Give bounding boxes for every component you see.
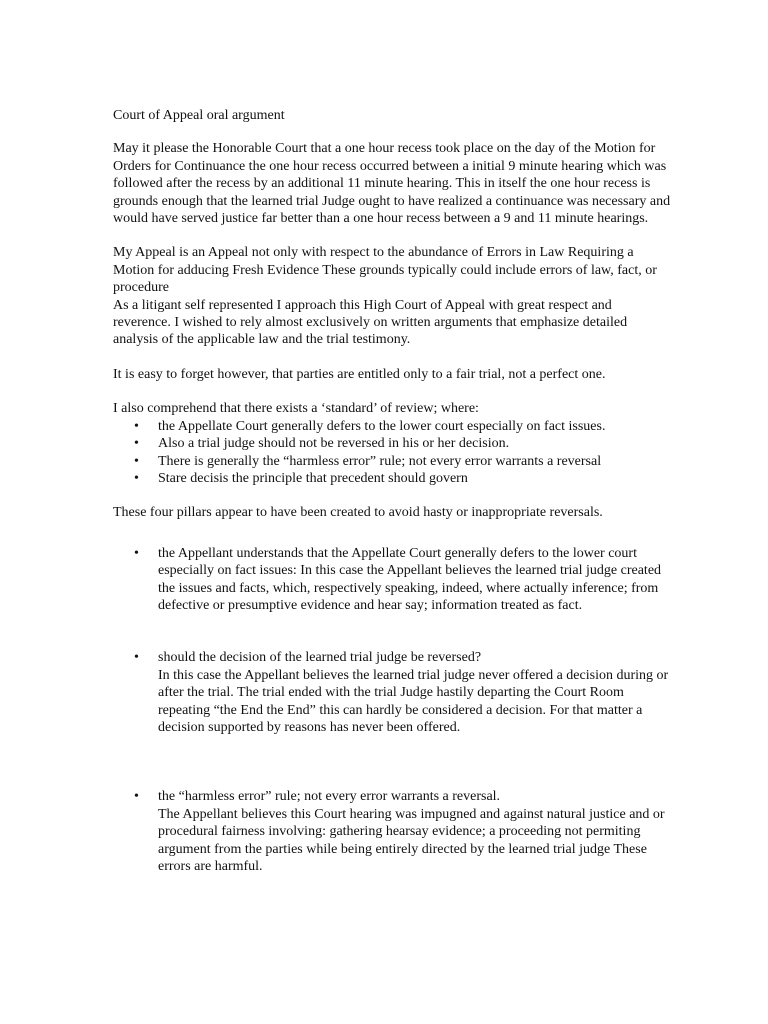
bullet-icon: • (134, 470, 139, 486)
list-item (113, 545, 673, 615)
list-item (113, 418, 673, 435)
list-item (113, 649, 673, 736)
list-item (113, 453, 673, 470)
point-body: The Appellant believes this Court hearing was impugned and against natural justice and or procedural fairness involving: gathering hearsay evidence; a proceeding not permiting argument from the parties while being entirely directed by the learned trial judge These errors are harmful. (158, 806, 665, 874)
list-item-text: There is generally the “harmless error” rule; not every error warrants a reversal (158, 453, 602, 469)
list-item-text: the Appellate Court generally defers to the lower court especially on fact issues. (158, 418, 606, 434)
standards-list (113, 418, 673, 488)
point-heading: the “harmless error” rule; not every error warrants a reversal. (158, 789, 501, 805)
document-title: Court of Appeal oral argument (113, 108, 285, 123)
point-body: In this case the Appellant believes the learned trial judge never offered a decision during or after the trial. The trial ended with the trial Judge hastily departing the Court Room repeating “the End the End” this can hardly be considered a decision. For that matter a decision supported by reasons has never been offered. (158, 667, 669, 735)
list-item (113, 788, 673, 875)
bullet-icon: • (134, 789, 139, 805)
point-heading: the Appellant understands that the Appellate Court generally defers to the lower court especially on fact issues: In this case the Appellant believes the learned trial judge created the issues and facts, which, respectively speaking, indeed, where actually inference; from defective or presumptive evidence and hear say; information treated as fact. (158, 545, 662, 613)
bullet-icon: • (134, 453, 139, 469)
list-item (113, 470, 673, 487)
document-body (113, 107, 673, 875)
list-item-text: Stare decisis the principle that precedent should govern (158, 470, 468, 486)
paragraph-fair-trial: It is easy to forget however, that parties are entitled only to a fair trial, not a perfect one. (113, 366, 606, 382)
list-item (113, 435, 673, 452)
paragraph-appeal-grounds: My Appeal is an Appeal not only with respect to the abundance of Errors in Law Requiring a Motion for adducing Fresh Evidence These grounds typically could include errors of law, fact, or procedure (113, 245, 657, 296)
paragraph-self-represented: As a litigant self represented I approach this High Court of Appeal with great respect and reverence. I wished to rely almost exclusively on written arguments that emphasize detailed analysis of the applicable law and the trial testimony. (113, 297, 628, 348)
list-item-text: Also a trial judge should not be reversed in his or her decision. (158, 436, 510, 452)
paragraph-recess: May it please the Honorable Court that a one hour recess took place on the day of the Motion for Orders for Continuance the one hour recess occurred between a initial 9 minute hearing which was followed after the recess by an additional 11 minute hearing. This in itself the one hour recess is grounds enough that the learned trial Judge ought to have realized a continuance was necessary and would have served justice far better than a one hour recess between a 9 and 11 minute hearings. (113, 141, 671, 227)
bullet-icon: • (134, 436, 139, 452)
arguments-list (113, 545, 673, 876)
paragraph-four-pillars: These four pillars appear to have been created to avoid hasty or inappropriate reversals. (113, 505, 603, 521)
point-heading: should the decision of the learned trial judge be reversed? (158, 650, 482, 666)
paragraph-standard-of-review: I also comprehend that there exists a ‘standard’ of review; where: (113, 401, 479, 417)
bullet-icon: • (134, 650, 139, 666)
bullet-icon: • (134, 418, 139, 434)
bullet-icon: • (134, 545, 139, 561)
